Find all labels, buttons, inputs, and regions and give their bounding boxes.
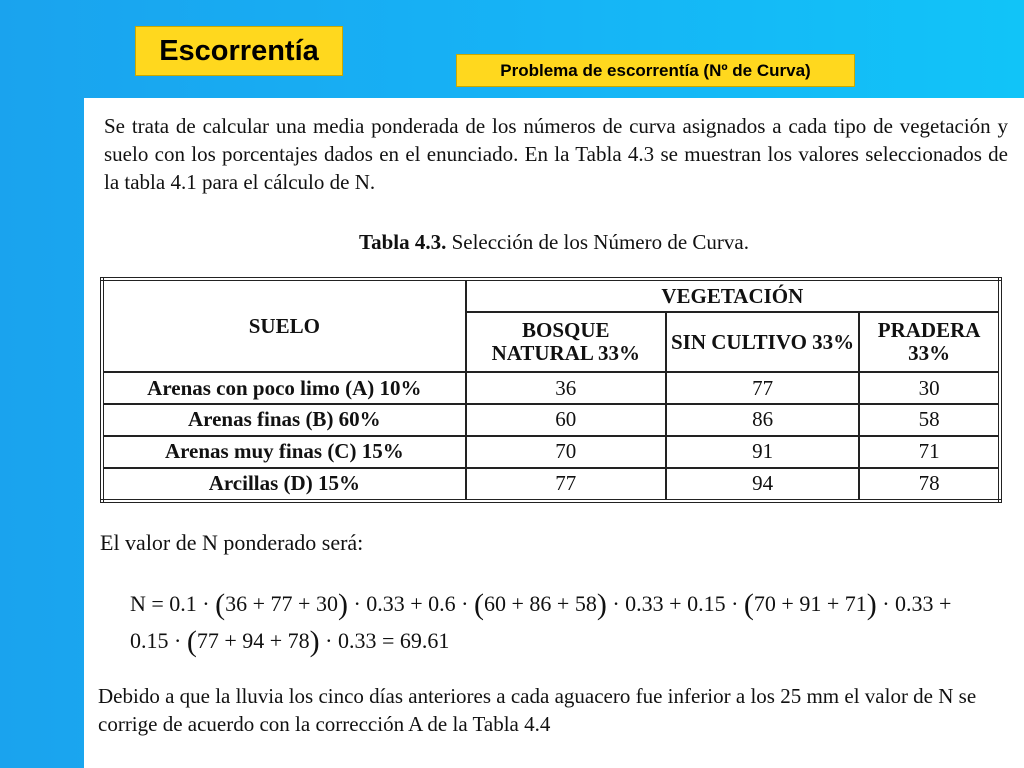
row-label: Arcillas (D) 15% (102, 468, 466, 501)
header-vegetacion: VEGETACIÓN (466, 279, 1000, 312)
cell-sin-cultivo: 94 (666, 468, 859, 501)
cell-pradera: 78 (859, 468, 1000, 501)
formula-term: N = 0.1 · (130, 591, 216, 616)
document-page (84, 98, 1024, 768)
formula-line-2: 0.15 · (77 + 94 + 78) · 0.33 = 69.61 (130, 625, 450, 658)
cell-pradera: 30 (859, 372, 1000, 404)
header-suelo: SUELO (102, 279, 466, 372)
slide-title: Escorrentía (135, 26, 343, 76)
table-header-row (102, 279, 1000, 312)
formula-line-1: N = 0.1 · (36 + 77 + 30) · 0.33 + 0.6 · (60 + 86 + 58) · 0.33 + 0.15 · (70 + 91 + 71) · 0.33 + (130, 588, 952, 621)
cell-bosque: 77 (466, 468, 666, 501)
closing-paragraph: Debido a que la lluvia los cinco días anteriores a cada aguacero fue inferior a los 25 mm el valor de N se corrige de acuerdo con la corrección A de la Tabla 4.4 (98, 684, 977, 736)
formula-group: 36 + 77 + 30 (225, 591, 338, 616)
cell-pradera: 71 (859, 436, 1000, 468)
table-row (102, 372, 1000, 404)
row-label: Arenas con poco limo (A) 10% (102, 372, 466, 404)
cell-bosque: 70 (466, 436, 666, 468)
formula-term: · 0.33 + 0.15 · (606, 591, 744, 616)
header-sin-cultivo: SIN CULTIVO 33% (666, 312, 859, 372)
slide-subtitle: Problema de escorrentía (Nº de Curva) (456, 54, 855, 87)
table-caption (84, 230, 1024, 255)
formula-term: · 0.33 = 69.61 (319, 628, 450, 653)
cell-sin-cultivo: 91 (666, 436, 859, 468)
cell-sin-cultivo: 86 (666, 404, 859, 436)
formula-group: 70 + 91 + 71 (753, 591, 867, 616)
formula-term: 0.15 · (130, 628, 187, 653)
cell-pradera: 58 (859, 404, 1000, 436)
formula-term: · 0.33 + 0.6 · (347, 591, 475, 616)
row-label: Arenas muy finas (C) 15% (102, 436, 466, 468)
table-caption-text: Selección de los Número de Curva. (446, 230, 749, 254)
cell-bosque: 36 (466, 372, 666, 404)
weighted-n-intro: El valor de N ponderado será: (100, 530, 364, 555)
curve-number-table (100, 277, 1002, 503)
header-bosque: BOSQUE NATURAL 33% (466, 312, 666, 372)
table-row (102, 468, 1000, 501)
intro-paragraph: Se trata de calcular una media ponderada de los números de curva asignados a cada tipo de vegetación y suelo con los porcentajes dados en el enunciado. En la Tabla 4.3 se muestran los valores seleccionados de la tabla 4.1 para el cálculo de N. (104, 114, 1008, 194)
weighted-n-formula (130, 586, 1010, 660)
formula-group: 77 + 94 + 78 (196, 628, 310, 653)
table-caption-number: Tabla 4.3. (358, 230, 447, 254)
table-row (102, 404, 1000, 436)
table-row (102, 436, 1000, 468)
formula-group: 60 + 86 + 58 (484, 591, 597, 616)
cell-bosque: 60 (466, 404, 666, 436)
header-pradera: PRADERA 33% (859, 312, 1000, 372)
formula-term: · 0.33 + (876, 591, 952, 616)
row-label: Arenas finas (B) 60% (102, 404, 466, 436)
cell-sin-cultivo: 77 (666, 372, 859, 404)
